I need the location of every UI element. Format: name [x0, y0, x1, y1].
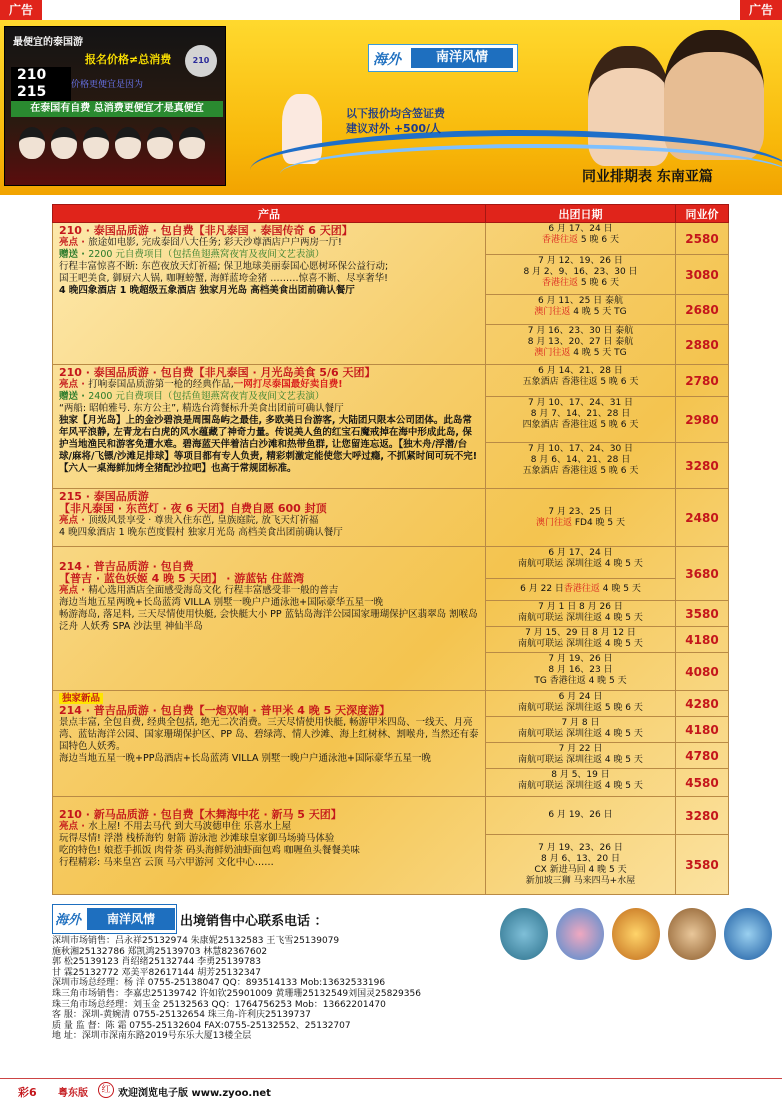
date-cell: 6 月 24 日 南航可联运 深圳往返 5 晚 6 天	[486, 691, 676, 717]
footer-title: 出境销售中心联系电话 ：	[180, 914, 328, 929]
price-cell: 2480	[676, 489, 729, 547]
header-price: 同业价	[676, 205, 729, 223]
price-cell: 3580	[676, 601, 729, 627]
date-cell: 7 月 10、17、24、30 日 8 月 6、14、21、28 日 五象酒店 香港往返 5 晚 6 天	[486, 443, 676, 489]
price-cell: 4780	[676, 743, 729, 769]
product-title: 214 · 普吉品质游 · 包自费	[59, 560, 194, 573]
header-product: 产品	[53, 205, 486, 223]
price-cell: 4180	[676, 717, 729, 743]
product-title: 210 · 泰国品质游 · 包自费【非凡泰国 · 月光岛美食 5/6 天团】	[59, 366, 376, 379]
price-cell: 3280	[676, 443, 729, 489]
date-cell: 7 月 1 日 8 月 26 日 南航可联运 深圳往返 4 晚 5 天	[486, 601, 676, 627]
product-cell: 210 · 新马品质游 · 包自费【木舞海中花 · 新马 5 天团】 亮点 · 水上屋! 不用去马代 到大马波德申住 乐喜水上屋 玩得尽情! 浮潜 栈桥海钓 射箭 游泳池 沙滩球皇家御马场骑马体验 吃的特色! 娘惹手抓饭 肉骨茶 码头海鲜奶油虾面包鸡 咖喱鱼头餐餐美味 行程精彩: 马来皇宫 云顶 马六甲游河 文化中心……	[53, 797, 486, 895]
price-cell: 4280	[676, 691, 729, 717]
cartoon-faces	[19, 127, 205, 159]
date-cell: 8 月 5、19 日 南航可联运 深圳往返 4 晚 5 天	[486, 769, 676, 797]
date-cell: 7 月 19、23、26 日 8 月 6、13、20 日 CX 新进马回 4 晚 5 天 新加坡三狮 马来四马+水屋	[486, 835, 676, 895]
product-cell: 214 · 普吉品质游 · 包自费 【普吉 · 蓝色妖姬 4 晚 5 天团】 · 游蓝钻 住蓝湾 亮点 · 精心选用酒店全面感受海岛文化 行程丰富感受非一般的普吉 海边当地五星两晚+长岛蓝湾 VILLA 别墅一晚户户通泳池+国际豪华五星一晚 畅游海岛, 落足料, 三天尽情使用快艇, 会快艇大小 PP 蓝钻岛海洋公园国家珊瑚保护区翡翠岛 割喉岛泛舟 人妖秀 SPA 沙法里 神仙半岛	[53, 547, 486, 691]
ad-tag-left: 广告	[0, 0, 42, 20]
publisher-logo-icon: 红	[98, 1082, 114, 1098]
promo-strip: 在泰国有自费 总消费更便宜才是真便宜	[11, 101, 223, 117]
price-cell: 3680	[676, 547, 729, 601]
photo-thumb	[722, 906, 774, 962]
schedule-table	[52, 204, 728, 894]
price-cell: 2880	[676, 325, 729, 365]
price-cell: 4080	[676, 653, 729, 691]
page-number: 彩6	[18, 1086, 37, 1099]
price-cell: 2780	[676, 365, 729, 397]
date-cell: 6 月 17、24 日 南航可联运 深圳往返 4 晚 5 天	[486, 547, 676, 579]
face-icon	[19, 127, 45, 159]
price-cell: 4580	[676, 769, 729, 797]
product-title: 214 · 普吉品质游 · 包自费【一炮双响 · 普甲米 4 晚 5 天深度游】	[59, 704, 391, 717]
promo-badge: 210	[185, 45, 217, 77]
product-cell: 210 · 泰国品质游 · 包自费【非凡泰国 · 泰国传奇 6 天团】 亮点 · 旅途如电影, 完成泰囧八大任务; 彩天沙尊酒店户户两房一厅! 赠送 · 2200 元自费项目（包括鱼翅燕窝夜宵及夜间文艺表演） 行程丰富惊喜不断: 东芭夜放天灯祈福; 保卫地球美丽泰国心愿树环保公益行动; 国王吧美食, 御厨六人锅, 咖喱螃蟹, 海鲜蓝垮金猪 ………惊喜不断、尽享奢华! 4 晚四象酒店 1 晚超级五象酒店 独家月光岛 高档美食出团前确认餐厅	[53, 223, 486, 365]
product-title: 210 · 新马品质游 · 包自费【木舞海中花 · 新马 5 天团】	[59, 808, 342, 821]
page-footer	[0, 1078, 782, 1100]
photo-thumb	[610, 906, 662, 962]
promo-numbers: 210 215	[11, 67, 71, 103]
date-cell: 7 月 23、25 日 澳门往返 FD4 晚 5 天	[486, 489, 676, 547]
promo-line3: 价格更便宜是因为	[71, 80, 144, 90]
footer-brand-logo: 海外 南洋风情	[52, 904, 177, 934]
date-cell: 7 月 22 日 南航可联运 深圳往返 4 晚 5 天	[486, 743, 676, 769]
product-cell: 215 · 泰国品质游 【非凡泰国 · 东芭灯 · 夜 6 天团】自费自愿 600 封顶 亮点 · 顶级风景享受 · 尊贵入住东芭, 皇族庭院, 放飞天灯祈福 4 晚四象酒店 1 晚东芭度假村 独家月光岛 高档美食出团前确认餐厅	[53, 489, 486, 547]
date-cell: 6 月 19、26 日	[486, 797, 676, 835]
price-cell: 3280	[676, 797, 729, 835]
visa-note: 以下报价均含签证费 建议对外 +500/人	[346, 107, 445, 135]
photo-thumb	[554, 906, 606, 962]
product-cell: 210 · 泰国品质游 · 包自费【非凡泰国 · 月光岛美食 5/6 天团】 亮点 · 打响泰国品质游第一枪的经典作品,一网打尽泰国最好卖自费! 赠送 · 2400 元自费项目（包括鱼翅燕窝夜宵及夜间文艺表演） “两船: 昭帕雅号. 东方公主”, 精选台湾餐标升美食出团前可确认餐厅 独家【月光岛】上的金沙碧浪是周围岛屿之最佳, 多欧美日台游客, 大陆团只限本公司团体。此岛常年风平浪静, 左青龙右白虎的风水蕴藏了神奇力量。传说美人鱼的红宝石魔戒掉在海中形成此岛, 保护当地渔民和游客免遭水难。碧海蓝天伴着洁白沙滩和热带鱼群, 让您留连忘返。【独木舟/浮潜/台球/麻将/飞镖/沙滩足排球】等项目都有专人负责, 精彩刺激定能使您大呼过瘾, 不抓紧时间可玩不完!【六人一桌海鲜加烤全猪配沙拉吧】也高于常规团标准。	[53, 365, 486, 489]
header-date: 出团日期	[486, 205, 676, 223]
date-cell: 7 月 16、23、30 日 泰航 8 月 13、20、27 日 泰航 澳门往返 4 晚 5 天 TG	[486, 325, 676, 365]
date-cell: 6 月 14、21、28 日 五象酒店 香港往返 5 晚 6 天	[486, 365, 676, 397]
date-cell: 7 月 19、26 日 8 月 16、23 日 TG 香港往返 4 晚 5 天	[486, 653, 676, 691]
date-cell: 7 月 8 日 南航可联运 深圳往返 4 晚 5 天	[486, 717, 676, 743]
ad-tag-right: 广告	[740, 0, 782, 20]
date-cell: 6 月 22 日香港往返 4 晚 5 天	[486, 579, 676, 601]
promo-panel	[4, 26, 226, 186]
product-title: 210 · 泰国品质游 · 包自费【非凡泰国 · 泰国传奇 6 天团】	[59, 224, 353, 237]
face-icon	[115, 127, 141, 159]
face-icon	[51, 127, 77, 159]
price-cell: 2680	[676, 295, 729, 325]
price-cell: 2580	[676, 223, 729, 255]
face-icon	[179, 127, 205, 159]
price-cell: 3080	[676, 255, 729, 295]
price-cell: 3580	[676, 835, 729, 895]
brand-logo: 海外 南洋风情	[368, 44, 518, 72]
photo-thumb	[666, 906, 718, 962]
top-bar	[0, 0, 782, 20]
contact-list: 深圳市场销售：吕永祥25132974 朱康妮25132583 王飞雪25139079 施秋湘25132786 郑凯鸿25139703 林慧82367602 郭 松25139123 肖绍绪25132744 李勇25139783 甘 霖25132772 邓美平82617144 胡芳25132347 深圳市场总经理：杨 洋 0755-25138047 QQ：893514133 Mob:13632533196 珠三角市场销售：李嘉忠25139742 许如钦25901009 黄珊珊25132549刘国灵25829356 珠三角市场总经理：刘玉金 25132563 QQ：1764756253 Mob：13662201470 客 服：深圳-黄婉清 0755-25132654 珠三角-许利庆25139737 质 量 监 督：陈 霜 0755-25132604 FAX:0755-25132552、25132707 地 址：深圳市深南东路2019号东乐大厦13楼全层	[52, 936, 421, 1042]
date-cell: 6 月 11、25 日 泰航 澳门往返 4 晚 5 天 TG	[486, 295, 676, 325]
price-cell: 4180	[676, 627, 729, 653]
date-cell: 7 月 10、17、24、31 日 8 月 7、14、21、28 日 四象酒店 香港往返 5 晚 6 天	[486, 397, 676, 443]
edition-label: 粤东版	[58, 1088, 88, 1099]
promo-line1: 最便宜的泰国游	[13, 37, 83, 48]
face-icon	[147, 127, 173, 159]
new-tag: 独家新品	[59, 693, 103, 704]
price-cell: 2980	[676, 397, 729, 443]
product-cell: 独家新品 214 · 普吉品质游 · 包自费【一炮双响 · 普甲米 4 晚 5 天深度游】 景点丰富, 全包自费, 经典全包括, 绝无二次消费。三天尽情使用快艇, 畅游甲米四岛、一线天、月亮湾、蓝钻海洋公园、国家珊瑚保护区、PP 岛、碧绿湾、情人沙滩、海上红树林、割喉舟, 当然还有泰国特色人妖秀。 海边当地五星一晚+PP岛酒店+长岛蓝湾 VILLA 别墅一晚户户通泳池+国际豪华五星一晚	[53, 691, 486, 797]
face-icon	[83, 127, 109, 159]
date-cell: 7 月 15、29 日 8 月 12 日 南航可联运 深圳往返 4 晚 5 天	[486, 627, 676, 653]
product-title: 215 · 泰国品质游	[59, 490, 149, 503]
promo-line2: 报名价格≠总消费	[85, 53, 172, 66]
date-cell: 6 月 17、24 日 香港往返 5 晚 6 天	[486, 223, 676, 255]
page-title: 同业排期表 东南亚篇	[582, 169, 713, 185]
welcome-link[interactable]: 欢迎浏览电子版 www.zyoo.net	[118, 1088, 271, 1099]
date-cell: 7 月 12、19、26 日 8 月 2、9、16、23、30 日 香港往返 5 晚 6 天	[486, 255, 676, 295]
